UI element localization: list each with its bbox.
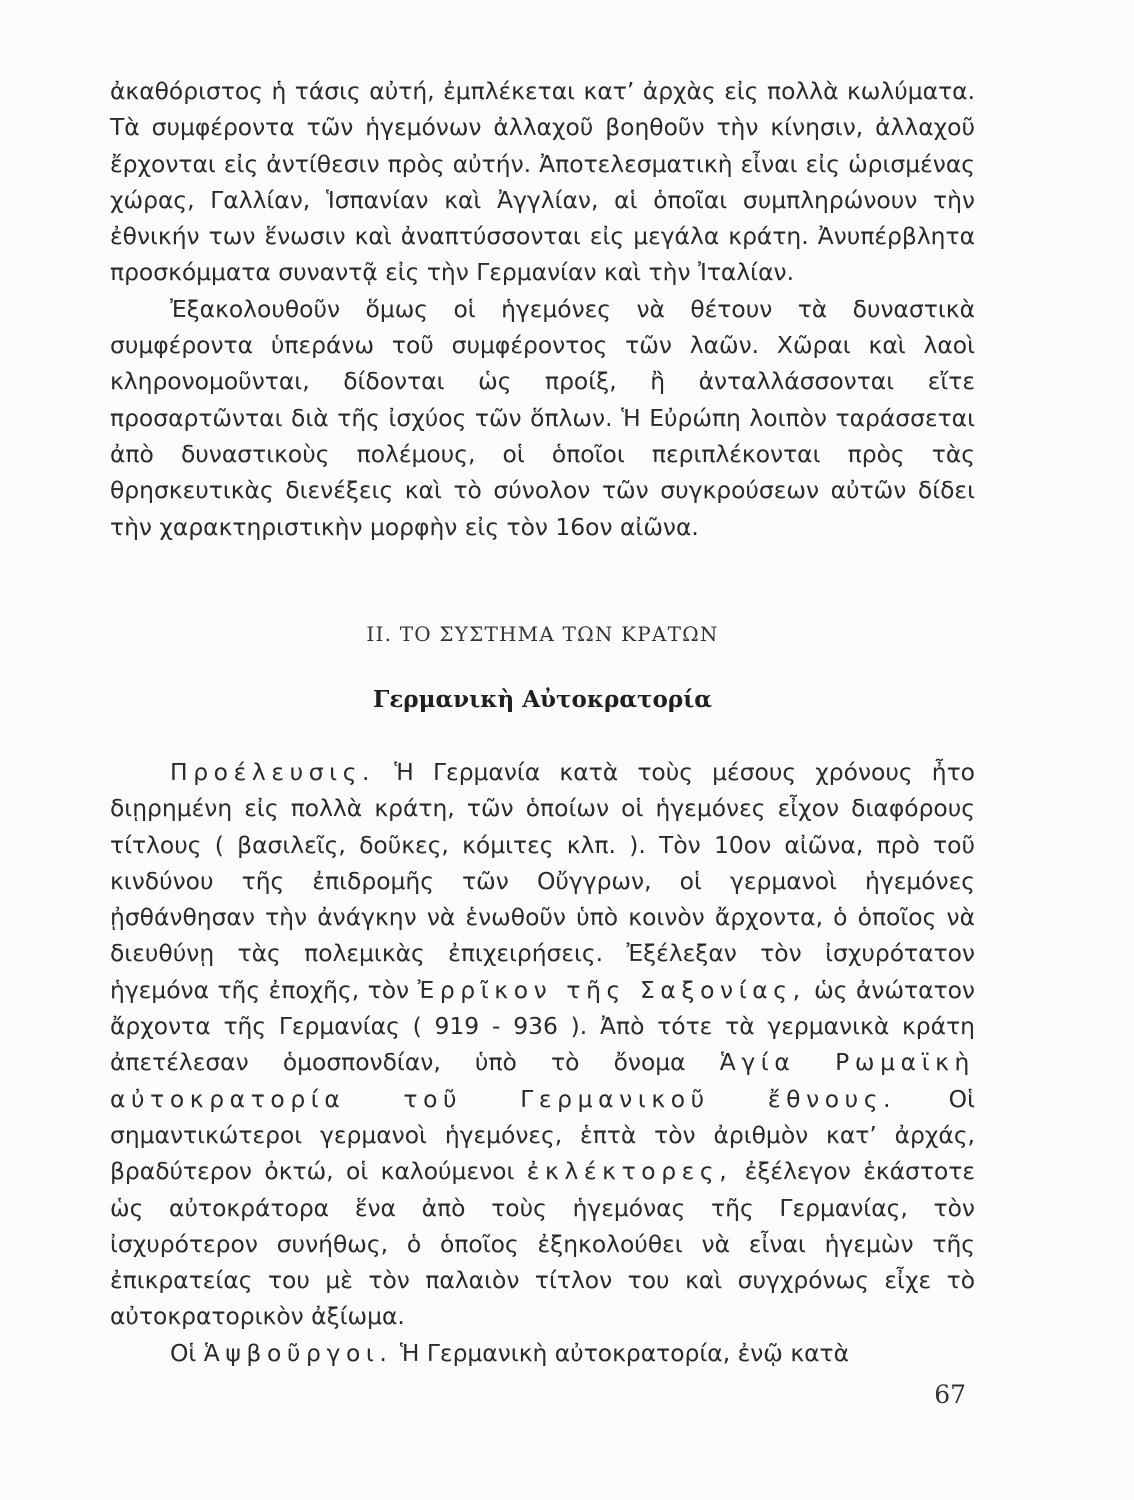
body-text-bottom bbox=[110, 754, 975, 1371]
paragraph-3-emphasis-2: Ἁγία Ρωμαϊκὴ αὐτοκρατορία τοῦ Γερμανικοῦ ἔθνους. bbox=[110, 1048, 975, 1113]
paragraph-3-text-3: Οἱ σημαντικώτεροι γερμανοὶ ἡγεμόνες, ἑπτὰ τὸν ἀριθμὸν κατ’ ἀρχάς, βραδύτερον ὀκτώ, οἱ καλούμενοι bbox=[110, 1084, 975, 1186]
paragraph-3-lead: Προέλευσις. bbox=[170, 758, 376, 786]
paragraph-3-text-4: ἐξέλεγον ἑκάστοτε ὡς αὐτοκράτορα ἕνα ἀπὸ τοὺς ἡγεμόνας τῆς Γερμανίας, τὸν ἰσχυρότερον συνήθως, ὁ ὁποῖος ἐξηκολούθει νὰ εἶναι ἡγεμὼν τῆς ἐπικρατείας του μὲ τὸν παλαιὸν τίτλον του καὶ συγχρόνως εἶχε τὸ αὐτοκρατορικὸν ἀξίωμα. bbox=[110, 1157, 975, 1331]
paragraph-2: Ἐξακολουθοῦν ὅμως οἱ ἡγεμόνες νὰ θέτουν τὰ δυναστικὰ συμφέροντα ὑπεράνω τοῦ συμφέροντος τῶν λαῶν. Χῶραι καὶ λαοὶ κληρονομοῦνται, δίδονται ὡς προίξ, ἢ ἀνταλλάσσονται εἴτε προσαρτῶνται διὰ τῆς ἰσχύος τῶν ὅπλων. Ἡ Εὐρώπη λοιπὸν ταράσσεται ἀπὸ δυναστικοὺς πολέμους, οἱ ὁποῖοι περιπλέκονται πρὸς τὰς θρησκευτικὰς διενέξεις καὶ τὸ σύνολον τῶν συγκρούσεων αὐτῶν δίδει τὴν χαρακτηριστικὴν μορφὴν εἰς τὸν 16ον αἰῶνα. bbox=[110, 294, 975, 541]
paragraph-1: ἀκαθόριστος ἡ τάσις αὐτή, ἐμπλέκεται κατ’ ἀρχὰς εἰς πολλὰ κωλύματα. Τὰ συμφέροντα τῶν ἡγεμόνων ἀλλαχοῦ βοηθοῦν τὴν κίνησιν, ἀλλαχοῦ ἔρχονται εἰς ἀντίθεσιν πρὸς αὐτήν. Ἀποτελεσματικὴ εἶναι εἰς ὡρισμένας χώρας, Γαλλίαν, Ἱσπανίαν καὶ Ἀγγλίαν, αἱ ὁποῖαι συμπληρώνουν τὴν ἐθνικήν των ἕνωσιν καὶ ἀναπτύσσονται εἰς μεγάλα κράτη. Ἀνυπέρβλητα προσκόμματα συναντᾷ εἰς τὴν Γερμανίαν καὶ τὴν Ἰταλίαν. bbox=[110, 77, 975, 287]
body-text-top bbox=[110, 73, 975, 545]
paragraph-4-lead: Ἁψβοῦργοι. bbox=[203, 1338, 393, 1367]
paragraph-3-emphasis-1: Ἐρρῖκον τῆς Σαξονίας, bbox=[417, 975, 806, 1004]
paragraph-3-text-2: ὡς ἀνώτατον ἄρχοντα τῆς Γερμανίας ( 919 - 936 ). Ἀπὸ τότε τὰ γερμανικὰ κράτη ἀπετέλεσαν ὁμοσπονδίαν, ὑπὸ τὸ ὄνομα bbox=[110, 975, 976, 1077]
paragraph-3-text-1: Ἡ Γερμανία κατὰ τοὺς μέσους χρόνους ἦτο διῃρημένη εἰς πολλὰ κράτη, τῶν ὁποίων οἱ ἡγεμόνες εἶχον διαφόρους τίτλους ( βασιλεῖς, δοῦκες, κόμιτες κλπ. ). Τὸν 10ον αἰῶνα, πρὸ τοῦ κινδύνου τῆς ἐπιδρομῆς τῶν Οὔγγρων, οἱ γερμανοὶ ἡγεμόνες ᾐσθάνθησαν τὴν ἀνάγκην νὰ ἑνωθοῦν ὑπὸ κοινὸν ἄρχοντα, ὁ ὁποῖος νὰ διευθύνῃ τὰς πολεμικὰς ἐπιχειρήσεις. Ἐξέλεξαν τὸν ἰσχυρότατον ἡγεμόνα τῆς ἐποχῆς, τὸν bbox=[110, 758, 975, 1004]
page-number: 67 bbox=[934, 1380, 966, 1409]
sub-heading: Γερμανικὴ Αὐτοκρατορία bbox=[373, 686, 712, 713]
paragraph-3 bbox=[110, 754, 975, 1335]
paragraph-4-text-1: Ἡ Γερμανικὴ αὐτοκρατορία, ἐνῷ κατὰ bbox=[392, 1338, 850, 1367]
paragraph-3-emphasis-3: ἐκλέκτορες, bbox=[526, 1157, 733, 1186]
section-heading: ΙΙ. ΤΟ ΣΥΣΤΗΜΑ ΤΩΝ ΚΡΑΤΩΝ bbox=[366, 622, 719, 646]
paragraph-4 bbox=[110, 1335, 975, 1371]
paragraph-4-prefix: Οἱ bbox=[170, 1338, 204, 1367]
